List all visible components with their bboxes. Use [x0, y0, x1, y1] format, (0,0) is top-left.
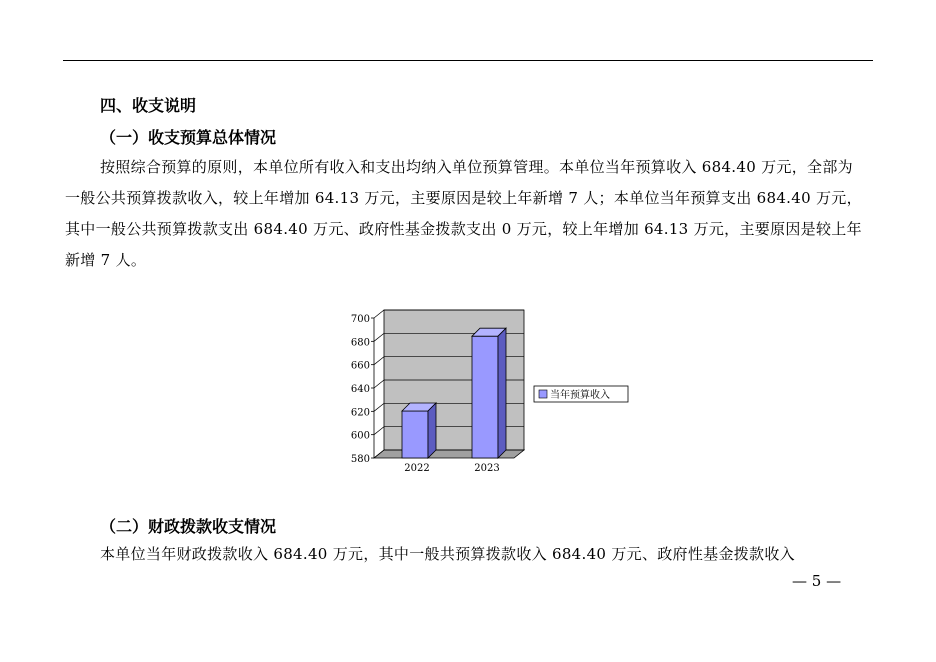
page-number: — 5 — [792, 572, 842, 590]
header-rule [63, 60, 873, 61]
bar-front [402, 411, 428, 458]
chart-legend [534, 386, 628, 402]
y-tick-label: 700 [350, 314, 370, 325]
x-tick-label: 2022 [404, 463, 430, 474]
bar-2023 [472, 328, 506, 458]
subsection-heading-2: （二）财政拨款收支情况 [100, 517, 277, 536]
budget-revenue-bar-chart [340, 302, 640, 482]
section-heading: 四、收支说明 [100, 96, 197, 115]
chart-y-axis [351, 314, 374, 465]
legend-swatch [539, 390, 547, 398]
bar-side [498, 328, 506, 458]
x-tick-label: 2023 [474, 463, 500, 474]
bar-side [428, 403, 436, 458]
y-tick-label: 620 [350, 407, 370, 419]
y-tick-label: 680 [350, 337, 370, 349]
paragraph-1: 按照综合预算的原则，本单位所有收入和支出均纳入单位预算管理。本单位当年预算收入 684.40 万元，全部为一般公共预算拨款收入，较上年增加 64.13 万元，主要原因是较上年新增 7 人；本单位当年预算支出 684.40 万元，其中一般公共预算拨款支出 684.40 万元、政府性基金拨款支出 0 万元，较上年增加 64.13 万元，主要原因是较上年新增 7 人。 [65, 158, 862, 269]
bar-front [472, 336, 498, 458]
chart-x-axis [404, 463, 499, 474]
paragraph-2: 本单位当年财政拨款收入 684.40 万元，其中一般共预算拨款收入 684.40 万元、政府性基金拨款收入 [100, 545, 795, 563]
y-tick-label: 660 [350, 360, 370, 372]
y-tick-label: 640 [350, 384, 370, 395]
y-tick-label: 600 [350, 430, 370, 442]
legend-label: 当年预算收入 [550, 390, 610, 401]
y-tick-label: 580 [350, 454, 370, 465]
bar-2022 [402, 403, 436, 458]
subsection-heading-1: （一）收支预算总体情况 [100, 128, 277, 147]
